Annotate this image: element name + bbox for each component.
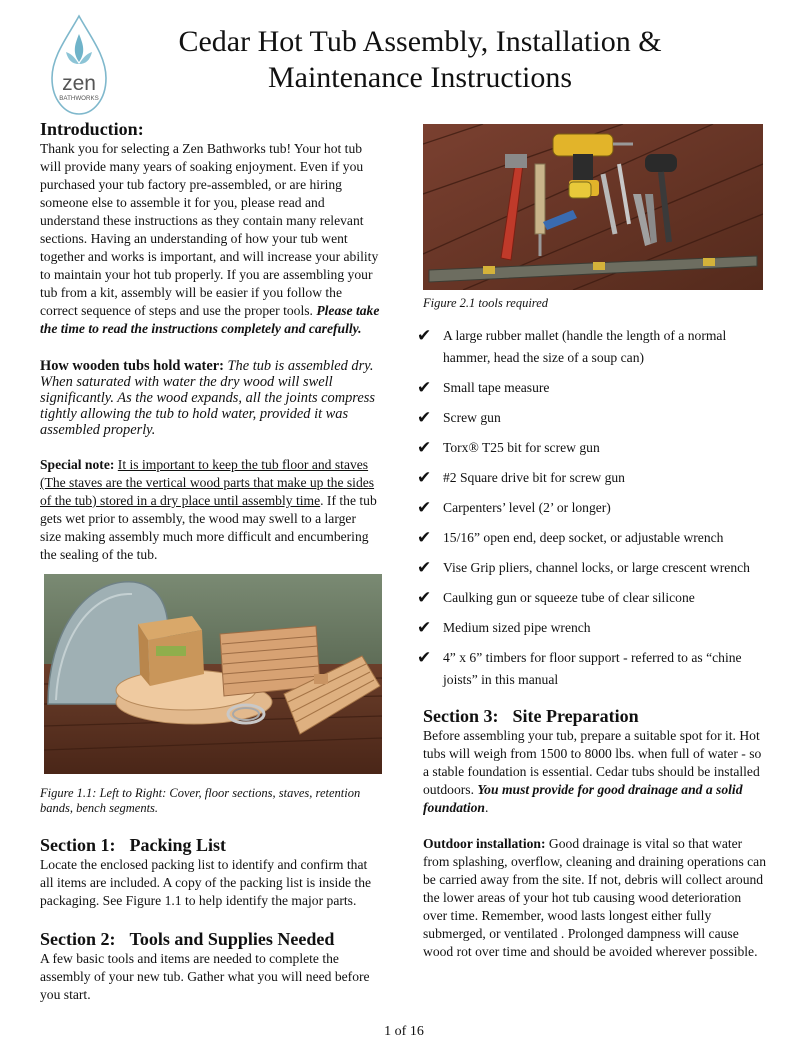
section-2-number: Section 2: (40, 929, 116, 949)
page-title (120, 24, 720, 96)
checkmark-icon: ✔ (417, 618, 432, 637)
right-column (417, 124, 768, 961)
checkmark-icon: ✔ (417, 528, 432, 547)
figure-1-caption: Figure 1.1: Left to Right: Cover, floor sections, staves, retention bands, bench segments. (40, 786, 361, 815)
section-2-heading (40, 928, 380, 950)
wood-note-body: The tub is assembled dry. When saturated with water the dry wood will swell significantly. As the wood expands, all the joints compress tightly allowing the tub to hold water, provided it was assembled properly. (40, 358, 375, 438)
list-item: ✔ Carpenters’ level (2’ or longer) (417, 498, 611, 517)
outdoor-lead: Outdoor installation: (423, 836, 546, 851)
list-item: ✔ #2 Square drive bit for screw gun (417, 468, 625, 487)
page-number: 1 of 16 (384, 1024, 424, 1039)
section-2-body: A few basic tools and items are needed to complete the assembly of your new tub. Gather what you will need before you start. (40, 951, 370, 1002)
checkmark-icon: ✔ (417, 588, 432, 607)
section-1-title: Packing List (129, 835, 227, 855)
left-column (40, 118, 380, 1004)
special-note-rest: . If the tub gets wet prior to assembly, the wood may swell to a larger size making assembly much more difficult and encumbering the sealing of the tub. (40, 493, 377, 562)
list-item: ✔ 4” x 6” timbers for floor support - referred to as “chine joists” in this manual (417, 648, 742, 687)
checkmark-icon: ✔ (417, 438, 432, 457)
section-3-body: Before assembling your tub, prepare a suitable spot for it. Hot tubs will weigh from 1500 to 8000 lbs. when full of water - so a stable foundation is essential. Cedar tubs should be installed outdoors. (423, 728, 762, 797)
title-line-1: Cedar Hot Tub Assembly, Installation & (178, 25, 662, 58)
section-3-emphasis: You must provide for good drainage and a solid foundation (423, 782, 743, 815)
list-item: ✔ Medium sized pipe wrench (417, 618, 591, 637)
list-item: ✔ Small tape measure (417, 378, 550, 397)
section-1-heading (40, 834, 380, 856)
checkmark-icon: ✔ (417, 378, 432, 397)
outdoor-paragraph (423, 835, 768, 961)
list-item: ✔ Screw gun (417, 408, 501, 427)
wood-note-lead: How wooden tubs hold water: (40, 358, 224, 374)
list-item: ✔ Torx® T25 bit for screw gun (417, 438, 600, 457)
figure-2-photo (423, 124, 763, 290)
section-3-paragraph (423, 727, 768, 817)
water-drop-lotus-icon (46, 14, 112, 118)
intro-body: Thank you for selecting a Zen Bathworks tub! Your hot tub will provide many years of soaking enjoyment. Even if you purchased your tub factory pre-assembled, or are hiring someone else to assemble it for you, please read and understand these instructions as they contain many relevant sections. Having an understanding of how your tub went together and works is important, and will increase your ability to maintain your hot tub properly. If you are assembling your tub from a kit, assembly will be easier if you follow the correct sequence of steps and use the proper tools. (40, 141, 379, 318)
tools-list (417, 325, 768, 691)
special-note-paragraph (40, 456, 380, 564)
section-3-number: Section 3: (423, 706, 499, 726)
list-item: ✔ 15/16” open end, deep socket, or adjustable wrench (417, 528, 724, 547)
zen-bathworks-logo (46, 14, 112, 118)
checkmark-icon: ✔ (417, 326, 432, 345)
intro-paragraph (40, 140, 380, 338)
section-1-body: Locate the enclosed packing list to identify and confirm that all items are included. A copy of the packing list is inside the packaging. See Figure 1.1 to help identify the major parts. (40, 857, 372, 908)
section-2-title: Tools and Supplies Needed (129, 929, 335, 949)
section-3-title: Site Preparation (512, 706, 639, 726)
checkmark-icon: ✔ (417, 408, 432, 427)
intro-heading: Introduction: (40, 119, 144, 139)
intro-emphasis: Please take the time to read the instructions completely and carefully. (40, 303, 380, 336)
section-3-heading (423, 705, 768, 727)
title-line-2: Maintenance Instructions (267, 61, 573, 94)
checkmark-icon: ✔ (417, 648, 432, 667)
list-item: ✔ Caulking gun or squeeze tube of clear silicone (417, 588, 695, 607)
checkmark-icon: ✔ (417, 468, 432, 487)
wood-note-paragraph (40, 358, 380, 438)
special-note-underlined: It is important to keep the tub floor and staves (The staves are the vertical wood parts that make up the sides of the tub) stored in a dry place until assembly time (40, 457, 375, 508)
section-3-end: . (484, 800, 489, 815)
checkmark-icon: ✔ (417, 558, 432, 577)
figure-2-caption: Figure 2.1 tools required (423, 296, 548, 310)
special-note-lead: Special note: (40, 457, 115, 472)
section-1-number: Section 1: (40, 835, 116, 855)
logo-subtext: BATHWORKS (59, 95, 99, 102)
outdoor-body: Good drainage is vital so that water from splashing, overflow, cleaning and draining operations can be carried away from the site. If not, debris will collect around the lower areas of your hot tub causing wood deterioration over time. Remember, wood lasts longest either fully submerged, or ventilated . Prolonged dampness will cause wood rot over time and should be avoided wherever possible. (423, 836, 767, 959)
figure-1-photo (44, 574, 382, 774)
list-item: ✔ Vise Grip pliers, channel locks, or large crescent wrench (417, 558, 750, 577)
checkmark-icon: ✔ (417, 498, 432, 517)
logo-wordmark: zen (62, 72, 96, 95)
list-item: ✔ A large rubber mallet (handle the length of a normal hammer, head the size of a soup can) (417, 326, 727, 365)
